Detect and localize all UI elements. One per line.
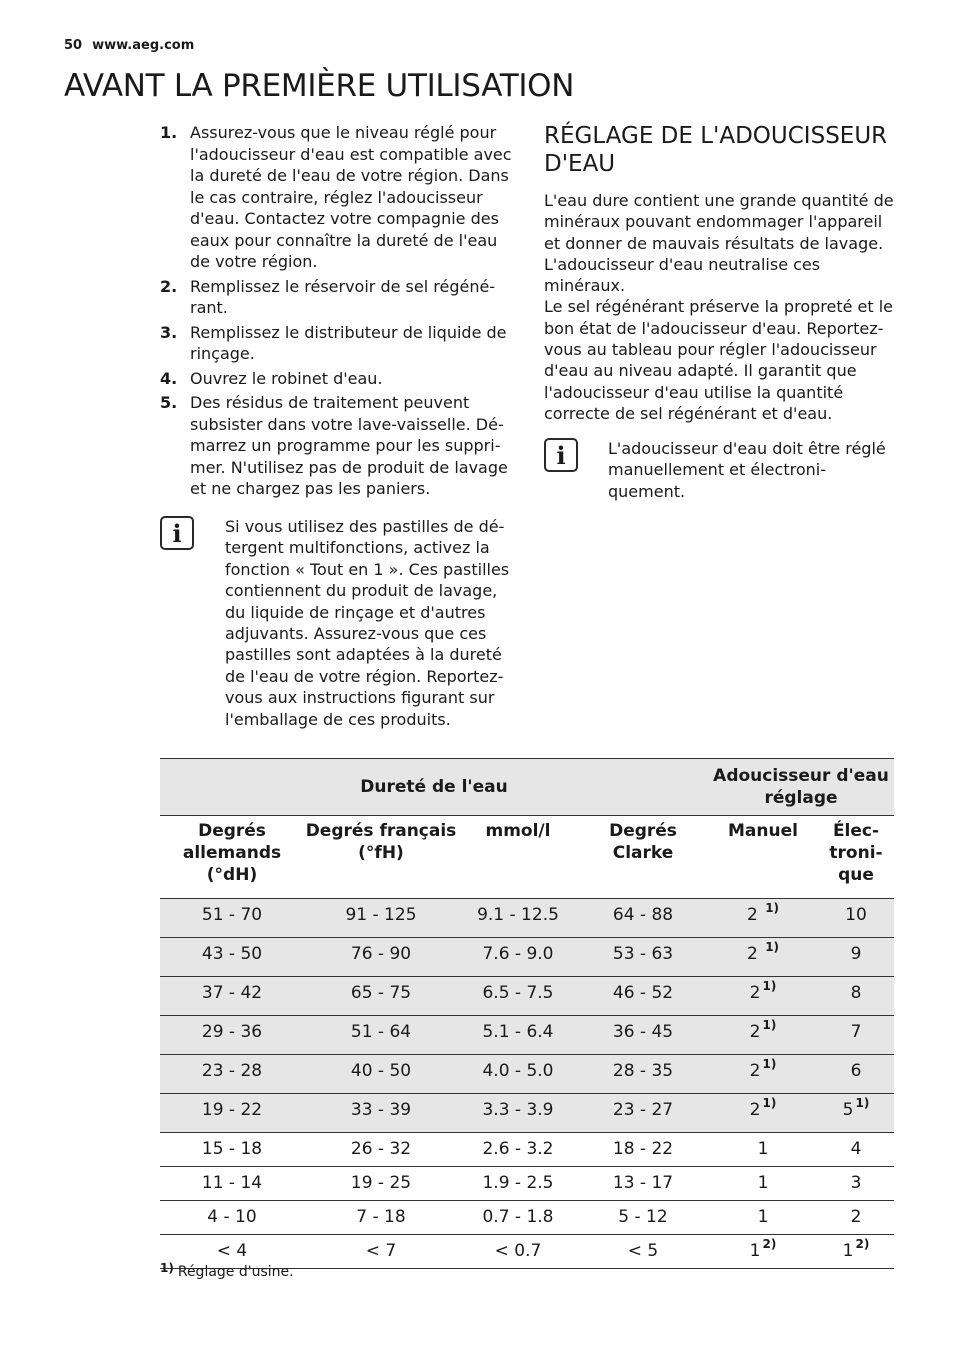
cell-clarke-degrees [578,1016,708,1055]
cell-clarke-degrees [578,1201,708,1235]
footnote [160,1261,294,1280]
cell-french-degrees [304,1235,458,1269]
cell-german-degrees [160,1201,304,1235]
cell-manual [708,977,818,1016]
info-note-text: L'adoucisseur d'eau doit être réglé manuellement et électroniquement. [608,439,886,501]
cell-mmol-value: 4.0 - 5.0 [482,1061,554,1081]
cell-clarke-degrees [578,977,708,1016]
table-row [160,899,894,938]
header-electronic: Électronique [818,816,894,899]
section-paragraph: L'eau dure contient une grande quantité de minéraux pouvant endommager l'appareil et donner de mauvais résultats de lavage. L'adoucisseur d'eau neutralise ces minéraux. [544,191,894,296]
info-note-text: Si vous utilisez des pastilles de détergent multifonctions, activez la fonction « Tout en 1 ». Ces pastilles contiennent du produit de lavage, du liquide de rinçage et d'autres adjuvants. Assurez-vous que ces pastilles sont adaptées à la dureté de l'eau de votre région. Reportez-vous aux instructions figurant sur l'emballage de ces produits. [225,517,510,729]
cell-german-degrees [160,938,304,977]
cell-manual-value: 2 [749,1100,761,1120]
step-number: 4. [160,368,178,388]
cell-mmol [458,1235,578,1269]
table-row [160,977,894,1016]
header-water-hardness: Dureté de l'eau [160,759,708,816]
cell-german-degrees [160,1016,304,1055]
section-title: RÉGLAGE DE L'ADOUCISSEUR D'EAU [544,123,888,177]
step-item [160,276,512,319]
cell-electronic [818,1133,894,1167]
cell-electronic-value: 4 [850,1139,862,1159]
cell-electronic-value: 8 [850,983,862,1003]
cell-clarke-degrees [578,1055,708,1094]
cell-german-degrees [160,1094,304,1133]
cell-manual-value: 1 [757,1207,769,1227]
step-number: 3. [160,322,178,342]
cell-mmol-value: 7.6 - 9.0 [482,944,554,964]
cell-clarke-degrees-value: 53 - 63 [612,944,674,964]
cell-manual [708,1133,818,1167]
footnote-reference: 1) [762,1096,777,1110]
page-title: AVANT LA PREMIÈRE UTILISATION [64,68,575,104]
cell-electronic-value: 10 [845,905,867,925]
page-number: 50 [64,38,83,53]
table-row [160,1133,894,1167]
cell-electronic [818,1016,894,1055]
table-row [160,1016,894,1055]
cell-mmol [458,899,578,938]
cell-german-degrees-value: 19 - 22 [201,1100,263,1120]
cell-clarke-degrees [578,938,708,977]
cell-french-degrees [304,1167,458,1201]
cell-mmol-value: 6.5 - 7.5 [482,983,554,1003]
step-item [160,322,512,365]
cell-manual [708,1055,818,1094]
footnote-reference: 1) [762,1018,777,1032]
cell-clarke-degrees [578,899,708,938]
step-text: Des résidus de traitement peuvent subsister dans votre lave-vaisselle. Démarrez un programme pour les supprimer. N'utilisez pas de produit de lavage et ne chargez pas les paniers. [190,393,508,498]
cell-manual [708,1094,818,1133]
cell-manual [708,1167,818,1201]
step-text: Remplissez le distributeur de liquide de rinçage. [190,322,507,363]
footnote-reference: 1) [765,901,780,915]
cell-electronic [818,1167,894,1201]
step-item [160,392,512,500]
cell-french-degrees [304,977,458,1016]
cell-clarke-degrees-value: 36 - 45 [612,1022,674,1042]
cell-electronic [818,1235,894,1269]
cell-french-degrees [304,899,458,938]
table-group-header [160,759,894,816]
cell-clarke-degrees-value: 64 - 88 [612,905,674,925]
cell-french-degrees [304,1055,458,1094]
cell-clarke-degrees [578,1094,708,1133]
cell-french-degrees-value: 76 - 90 [350,944,412,964]
cell-electronic-value: 9 [850,944,862,964]
header-french-degrees: Degrés français (°fH) [304,816,458,899]
cell-manual-value: 2 [749,1061,761,1081]
cell-french-degrees-value: 40 - 50 [350,1061,412,1081]
cell-electronic-value: 1 [842,1241,854,1261]
cell-german-degrees-value: 37 - 42 [201,983,263,1003]
cell-electronic-value: 3 [850,1173,862,1193]
footnote-reference: 1) [855,1096,870,1110]
cell-manual-value: 2 [749,1022,761,1042]
cell-french-degrees [304,1016,458,1055]
header-clarke-degrees: Degrés Clarke [578,816,708,899]
cell-clarke-degrees-value: 13 - 17 [612,1173,674,1193]
steps-list [160,122,512,503]
cell-mmol [458,1201,578,1235]
cell-electronic-value: 5 [842,1100,854,1120]
footnote-reference: 1) [762,979,777,993]
cell-german-degrees-value: 29 - 36 [201,1022,263,1042]
cell-mmol [458,1133,578,1167]
info-icon: i [544,438,578,472]
cell-electronic [818,1201,894,1235]
water-hardness-table [160,758,894,1269]
cell-french-degrees-value: < 7 [365,1241,397,1261]
cell-manual-value: 1 [757,1173,769,1193]
header-german-degrees: Degrés allemands (°dH) [160,816,304,899]
header-softener-setting: Adoucisseur d'eau réglage [708,759,894,816]
cell-manual [708,1201,818,1235]
cell-french-degrees [304,1133,458,1167]
cell-mmol-value: 2.6 - 3.2 [482,1139,554,1159]
cell-german-degrees [160,1055,304,1094]
step-number: 1. [160,123,178,142]
table-body [160,899,894,1269]
cell-german-degrees [160,1167,304,1201]
step-text: Ouvrez le robinet d'eau. [190,368,383,388]
cell-french-degrees-value: 91 - 125 [345,905,417,925]
footnote-mark: 1) [160,1261,174,1275]
cell-manual [708,1016,818,1055]
cell-french-degrees-value: 51 - 64 [350,1022,412,1042]
info-note-softener [544,438,894,502]
cell-mmol [458,1167,578,1201]
footnote-reference: 2) [855,1237,870,1251]
step-item [160,368,512,390]
cell-german-degrees [160,899,304,938]
table-row [160,1201,894,1235]
cell-manual-value: 2 [749,983,761,1003]
cell-electronic-value: 6 [850,1061,862,1081]
cell-mmol [458,938,578,977]
cell-mmol [458,977,578,1016]
cell-manual [708,938,818,977]
info-icon: i [160,516,194,550]
cell-manual-value: 1 [757,1139,769,1159]
footnote-reference: 1) [765,940,780,954]
cell-manual-value: 2 [746,944,764,964]
cell-manual [708,1235,818,1269]
footnote-reference: 2) [762,1237,777,1251]
cell-electronic [818,977,894,1016]
cell-manual [708,899,818,938]
table-column-header [160,816,894,899]
cell-clarke-degrees-value: 18 - 22 [612,1139,674,1159]
cell-french-degrees [304,938,458,977]
cell-german-degrees-value: 15 - 18 [201,1139,263,1159]
cell-german-degrees [160,977,304,1016]
cell-mmol-value: < 0.7 [494,1241,542,1261]
header-mmol: mmol/l [458,816,578,899]
cell-french-degrees [304,1201,458,1235]
cell-clarke-degrees [578,1235,708,1269]
cell-french-degrees-value: 33 - 39 [350,1100,412,1120]
cell-mmol-value: 5.1 - 6.4 [482,1022,554,1042]
table-row [160,938,894,977]
table-row [160,1094,894,1133]
cell-manual-value: 1 [749,1241,761,1261]
cell-clarke-degrees [578,1133,708,1167]
step-number: 5. [160,393,178,412]
step-text: Remplissez le réservoir de sel régénérant. [190,276,496,317]
cell-german-degrees-value: 11 - 14 [201,1173,263,1193]
page-header [64,38,194,53]
section-body [544,190,896,424]
cell-french-degrees-value: 7 - 18 [356,1207,406,1227]
cell-clarke-degrees-value: 23 - 27 [612,1100,674,1120]
cell-french-degrees-value: 26 - 32 [350,1139,412,1159]
footnote-reference: 1) [762,1057,777,1071]
cell-electronic [818,1055,894,1094]
cell-french-degrees-value: 19 - 25 [350,1173,412,1193]
cell-mmol-value: 0.7 - 1.8 [482,1207,554,1227]
cell-german-degrees-value: < 4 [216,1241,248,1261]
cell-electronic [818,938,894,977]
table-row [160,1167,894,1201]
cell-clarke-degrees-value: < 5 [627,1241,659,1261]
cell-electronic-value: 2 [850,1207,862,1227]
cell-electronic-value: 7 [850,1022,862,1042]
table-row [160,1055,894,1094]
cell-german-degrees [160,1133,304,1167]
site-url: www.aeg.com [92,38,195,53]
cell-clarke-degrees-value: 5 - 12 [618,1207,668,1227]
footnote-text: Réglage d'usine. [177,1264,294,1280]
cell-german-degrees-value: 4 - 10 [207,1207,257,1227]
step-item [160,122,512,273]
cell-german-degrees-value: 23 - 28 [201,1061,263,1081]
cell-manual-value: 2 [746,905,764,925]
info-note-tablets [160,516,512,730]
cell-mmol-value: 9.1 - 12.5 [477,905,559,925]
cell-german-degrees-value: 43 - 50 [201,944,263,964]
section-paragraph: Le sel régénérant préserve la propreté et le bon état de l'adoucisseur d'eau. Reportez-vous au tableau pour régler l'adoucisseur d'eau au niveau adapté. Il garantit que l'adoucisseur d'eau utilise la quantité correcte de sel régénérant et d'eau. [544,297,894,423]
cell-electronic [818,899,894,938]
cell-electronic [818,1094,894,1133]
cell-clarke-degrees-value: 28 - 35 [612,1061,674,1081]
cell-clarke-degrees [578,1167,708,1201]
step-number: 2. [160,276,178,296]
step-text: Assurez-vous que le niveau réglé pour l'adoucisseur d'eau est compatible avec la dureté de l'eau de votre région. Dans le cas contraire, réglez l'adoucisseur d'eau. Contactez votre compagnie des eaux pour connaître la dureté de l'eau de votre région. [190,123,512,271]
cell-french-degrees [304,1094,458,1133]
header-manual: Manuel [708,816,818,899]
cell-mmol-value: 3.3 - 3.9 [482,1100,554,1120]
cell-mmol-value: 1.9 - 2.5 [482,1173,554,1193]
cell-clarke-degrees-value: 46 - 52 [612,983,674,1003]
cell-mmol [458,1094,578,1133]
cell-mmol [458,1016,578,1055]
cell-german-degrees-value: 51 - 70 [201,905,263,925]
cell-french-degrees-value: 65 - 75 [350,983,412,1003]
cell-mmol [458,1055,578,1094]
